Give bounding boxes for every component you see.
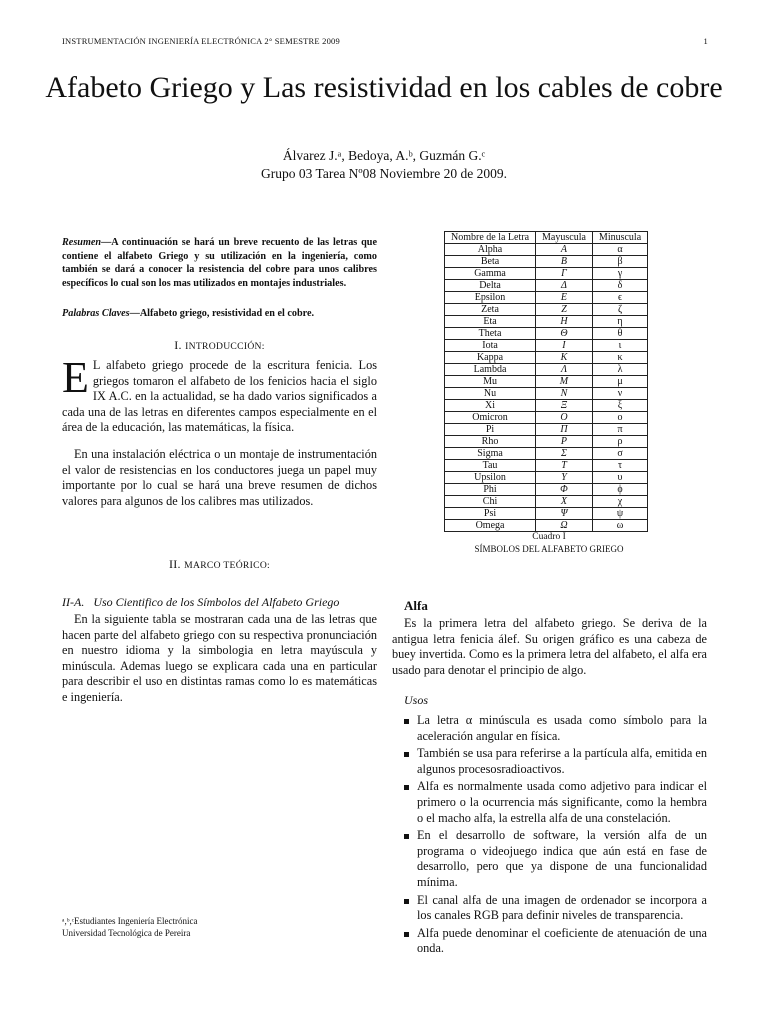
- letter-name-cell: Xi: [445, 400, 536, 412]
- list-item: También se usa para referirse a la partícula alfa, emitida en algunos procesosradioactivos.: [404, 746, 707, 777]
- table-row: [445, 496, 648, 508]
- lowercase-cell: γ: [592, 268, 647, 280]
- uppercase-cell: Ψ: [536, 508, 593, 520]
- lowercase-cell: η: [592, 316, 647, 328]
- running-header: [62, 36, 708, 46]
- lowercase-cell: ϕ: [592, 484, 647, 496]
- table-caption-label: Cuadro I: [532, 532, 566, 542]
- abstract-label: Resumen: [62, 237, 102, 248]
- letter-name-cell: Zeta: [445, 304, 536, 316]
- lowercase-cell: α: [592, 244, 647, 256]
- uppercase-cell: A: [536, 244, 593, 256]
- list-item: En el desarrollo de software, la versión alfa de un programa o videojuego indica que aún está en fase de desarrollo, pero que ya dispone de una funcionalidad mínima.: [404, 828, 707, 890]
- table-row: [445, 340, 648, 352]
- list-item: La letra α minúscula es usada como símbolo para la aceleración angular en física.: [404, 713, 707, 744]
- table-row: [445, 436, 648, 448]
- table-row: [445, 472, 648, 484]
- lowercase-cell: ξ: [592, 400, 647, 412]
- table-row: [445, 400, 648, 412]
- greek-alphabet-table: [444, 231, 648, 532]
- footnote-line-2: Universidad Tecnológica de Pereira: [62, 928, 191, 938]
- lowercase-cell: ν: [592, 388, 647, 400]
- table-row: [445, 520, 648, 532]
- letter-name-cell: Omega: [445, 520, 536, 532]
- table-row: [445, 328, 648, 340]
- section-number: I.: [174, 338, 182, 352]
- uppercase-cell: Δ: [536, 280, 593, 292]
- letter-name-cell: Nu: [445, 388, 536, 400]
- table-header-cell: Nombre de la Letra: [445, 232, 536, 244]
- table-row: [445, 256, 648, 268]
- lowercase-cell: π: [592, 424, 647, 436]
- lowercase-cell: χ: [592, 496, 647, 508]
- table-row: [445, 412, 648, 424]
- letter-name-cell: Chi: [445, 496, 536, 508]
- paper-title: Afabeto Griego y Las resistividad en los cables de cobre: [45, 71, 723, 104]
- uppercase-cell: O: [536, 412, 593, 424]
- uppercase-cell: B: [536, 256, 593, 268]
- uppercase-cell: Ξ: [536, 400, 593, 412]
- uppercase-cell: Ω: [536, 520, 593, 532]
- lowercase-cell: μ: [592, 376, 647, 388]
- usos-heading: Usos: [404, 693, 429, 707]
- letter-name-cell: Upsilon: [445, 472, 536, 484]
- alfa-paragraph: Es la primera letra del alfabeto griego. Se deriva de la antigua letra fenicia álef. Su origen gráfico es una cabeza de buey invertida. Como es la primera letra del alfabeto, el alfa era usado para denotar el principio de algo.: [392, 616, 707, 677]
- uppercase-cell: N: [536, 388, 593, 400]
- uppercase-cell: I: [536, 340, 593, 352]
- uppercase-cell: X: [536, 496, 593, 508]
- letter-name-cell: Omicron: [445, 412, 536, 424]
- running-title: INSTRUMENTACIÓN INGENIERÍA ELECTRÓNICA 2° SEMESTRE 2009: [62, 36, 340, 46]
- uppercase-cell: T: [536, 460, 593, 472]
- abstract-text: —A continuación se hará un breve recuento de las letras que contiene el alfabeto Griego y su utilización en la ingeniería, como también se dará a conocer la resistencia del cobre para unos calibres específicos lo cual son los mas utilizados en montajes industriales.: [62, 237, 377, 289]
- letter-name-cell: Kappa: [445, 352, 536, 364]
- uppercase-cell: M: [536, 376, 593, 388]
- uppercase-cell: Φ: [536, 484, 593, 496]
- uppercase-cell: K: [536, 352, 593, 364]
- uppercase-cell: E: [536, 292, 593, 304]
- letter-name-cell: Rho: [445, 436, 536, 448]
- uppercase-cell: Z: [536, 304, 593, 316]
- table-row: [445, 376, 648, 388]
- list-item: Alfa puede denominar el coeficiente de atenuación de una onda.: [404, 926, 707, 957]
- lowercase-cell: θ: [592, 328, 647, 340]
- uppercase-cell: Γ: [536, 268, 593, 280]
- letter-name-cell: Pi: [445, 424, 536, 436]
- table-caption: [444, 531, 654, 555]
- lowercase-cell: ι: [592, 340, 647, 352]
- author-names: Álvarez J.ᵃ, Bedoya, A.ᵇ, Guzmán G.ᶜ: [282, 148, 486, 163]
- letter-name-cell: Sigma: [445, 448, 536, 460]
- list-item: El canal alfa de una imagen de ordenador se incorpora a los canales RGB para definir niveles de transparencia.: [404, 893, 707, 924]
- letter-name-cell: Iota: [445, 340, 536, 352]
- keywords-label: Palabras Claves: [62, 308, 130, 319]
- table-row: [445, 448, 648, 460]
- section-heading-introduccion: [62, 338, 377, 353]
- usos-list: [404, 713, 707, 957]
- list-item: Alfa es normalmente usada como adjetivo para indicar el primero o la ocurrencia más significante, como la hembra o el macho alfa, la estrella alfa de una constelación.: [404, 779, 707, 826]
- table-row: [445, 388, 648, 400]
- letter-name-cell: Theta: [445, 328, 536, 340]
- letter-name-cell: Epsilon: [445, 292, 536, 304]
- table-row: [445, 424, 648, 436]
- intro-text-1: L alfabeto griego procede de la escritura fenicia. Los griegos tomaron el alfabeto de los fenicios hacia el siglo IX A.C. en la actualidad, se ha dado varios significados a cada una de las letras en diferentes campos especialmente en el área de la educación, las matemáticas, la física.: [62, 358, 377, 435]
- lowercase-cell: τ: [592, 460, 647, 472]
- table-row: [445, 280, 648, 292]
- letter-name-cell: Beta: [445, 256, 536, 268]
- footnote: [62, 915, 377, 939]
- lowercase-cell: β: [592, 256, 647, 268]
- table-caption-title: SÍMBOLOS DEL ALFABETO GRIEGO: [474, 544, 624, 554]
- footnote-line-1: ᵃ,ᵇ,ᶜEstudiantes Ingeniería Electrónica: [62, 916, 198, 926]
- uppercase-cell: Θ: [536, 328, 593, 340]
- intro-paragraph-2: En una instalación eléctrica o un montaje de instrumentación el valor de resistencias en los conductores juega un papel muy importante por lo cual se hará una breve resumen de dichos valores para algunos de los calibres mas utilizados.: [62, 447, 377, 508]
- letter-name-cell: Psi: [445, 508, 536, 520]
- lowercase-cell: δ: [592, 280, 647, 292]
- greek-alphabet-table-wrap: [444, 231, 648, 532]
- letter-name-cell: Delta: [445, 280, 536, 292]
- table-header-row: [445, 232, 648, 244]
- abstract: [62, 236, 377, 290]
- letter-name-cell: Lambda: [445, 364, 536, 376]
- table-header-cell: Mayuscula: [536, 232, 593, 244]
- alfa-heading: Alfa: [404, 598, 428, 613]
- section-number: II.: [168, 557, 181, 571]
- author-group-line: Grupo 03 Tarea Nº08 Noviembre 20 de 2009.: [261, 166, 507, 181]
- table-header-cell: Minuscula: [592, 232, 647, 244]
- lowercase-cell: ω: [592, 520, 647, 532]
- table-body: [445, 244, 648, 532]
- subsection-heading: II-A. Uso Cientifico de los Símbolos del Alfabeto Griego: [62, 595, 340, 609]
- table-row: [445, 292, 648, 304]
- intro-paragraph-1: [62, 353, 377, 436]
- table-row: [445, 304, 648, 316]
- section-title: INTRODUCCIÓN:: [185, 341, 265, 352]
- keywords-text: —Alfabeto griego, resistividad en el cobre.: [129, 308, 315, 319]
- letter-name-cell: Mu: [445, 376, 536, 388]
- letter-name-cell: Tau: [445, 460, 536, 472]
- table-row: [445, 316, 648, 328]
- lowercase-cell: ρ: [592, 436, 647, 448]
- keywords: [62, 308, 377, 319]
- page-number: 1: [703, 36, 708, 46]
- uppercase-cell: H: [536, 316, 593, 328]
- table-row: [445, 364, 648, 376]
- table-row: [445, 352, 648, 364]
- lowercase-cell: σ: [592, 448, 647, 460]
- letter-name-cell: Gamma: [445, 268, 536, 280]
- lowercase-cell: ϵ: [592, 292, 647, 304]
- section-heading-marco-teorico: [62, 557, 377, 572]
- uppercase-cell: Σ: [536, 448, 593, 460]
- letter-name-cell: Eta: [445, 316, 536, 328]
- usos-list-wrap: [404, 713, 707, 959]
- uppercase-cell: Λ: [536, 364, 593, 376]
- table-row: [445, 244, 648, 256]
- lowercase-cell: υ: [592, 472, 647, 484]
- lowercase-cell: ψ: [592, 508, 647, 520]
- lowercase-cell: κ: [592, 352, 647, 364]
- uppercase-cell: Π: [536, 424, 593, 436]
- letter-name-cell: Alpha: [445, 244, 536, 256]
- marco-paragraph: En la siguiente tabla se mostraran cada una de las letras que hacen parte del alfabeto griego con su respectiva pronunciación en nuestro idioma y la simbologia en letra mayúscula y minúscula. Ademas luego se explicara cada una en particular para describir el uso en distintas ramas como lo es matemáticas e ingeniería.: [62, 612, 377, 704]
- lowercase-cell: o: [592, 412, 647, 424]
- lowercase-cell: ζ: [592, 304, 647, 316]
- author-block: [0, 147, 768, 183]
- table-row: [445, 484, 648, 496]
- uppercase-cell: Υ: [536, 472, 593, 484]
- uppercase-cell: P: [536, 436, 593, 448]
- drop-cap: E: [62, 353, 89, 402]
- section-title: MARCO TEÓRICO:: [184, 560, 271, 571]
- letter-name-cell: Phi: [445, 484, 536, 496]
- table-row: [445, 460, 648, 472]
- table-row: [445, 268, 648, 280]
- lowercase-cell: λ: [592, 364, 647, 376]
- table-row: [445, 508, 648, 520]
